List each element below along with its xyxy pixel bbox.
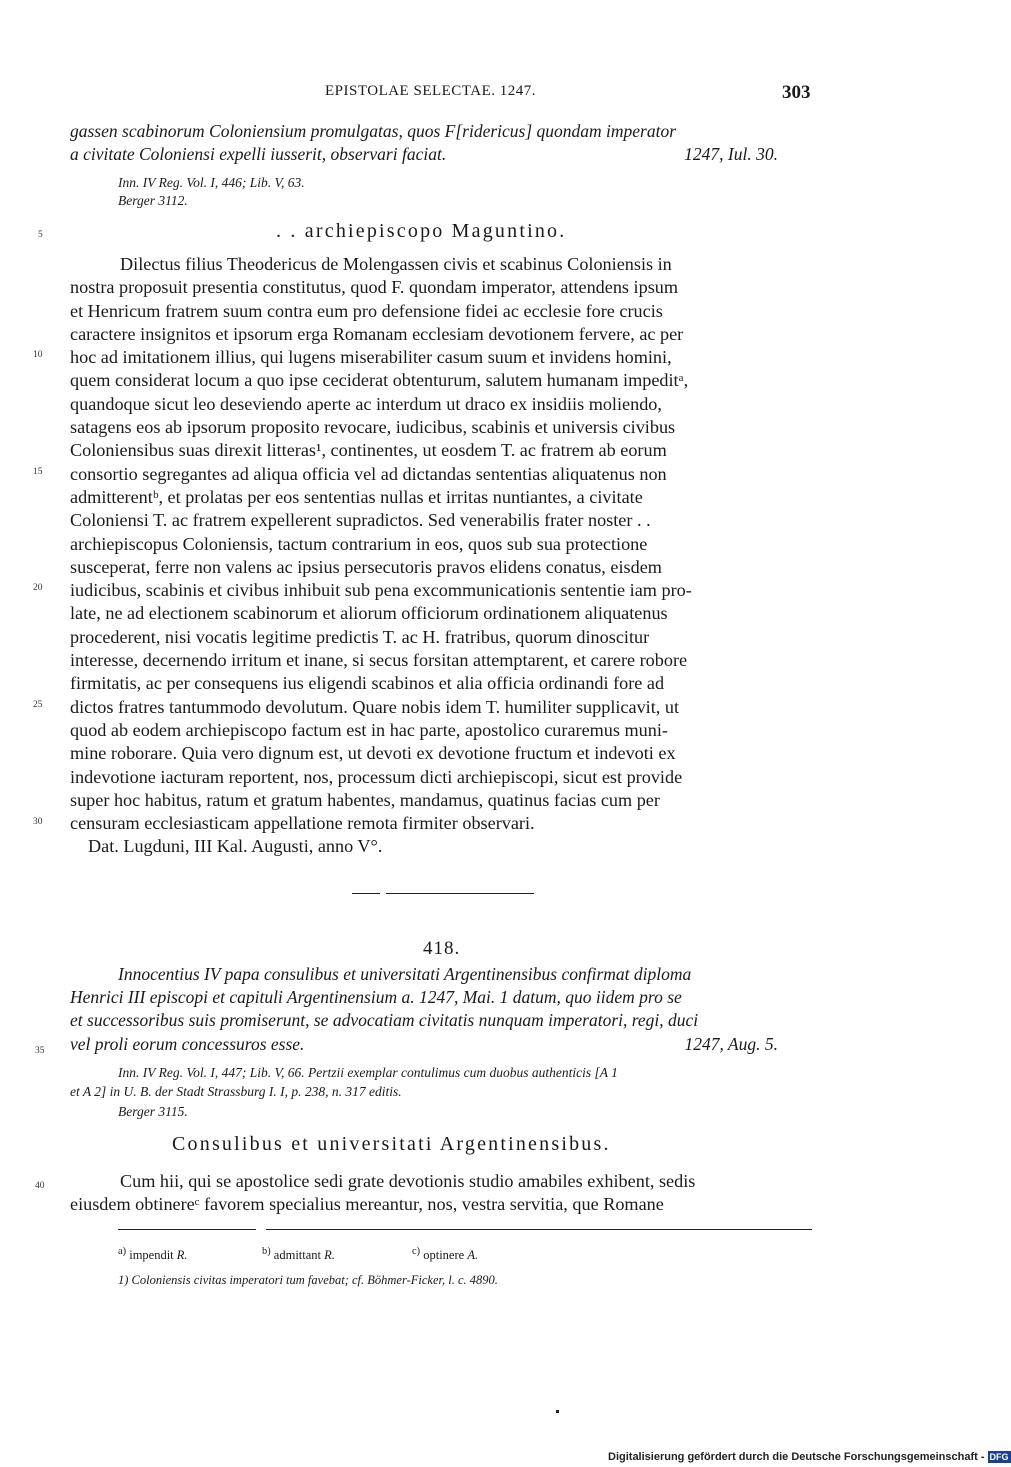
body-line: admitterentᵇ, et prolatas per eos sententias nullas et irritas nuntiantes, a civitate	[70, 486, 643, 507]
body-line: caractere insignitos et ipsorum erga Romanam ecclesiam devotionem fervere, ac per	[70, 323, 684, 344]
footnote-1: 1) Coloniensis civitas imperatori tum favebat; cf. Böhmer-Ficker, l. c. 4890.	[118, 1273, 498, 1287]
margin-line-number: 25	[33, 700, 43, 710]
variant-text: optinere	[423, 1248, 465, 1263]
variant-source: R.	[324, 1248, 335, 1263]
body-line: iudicibus, scabinis et civibus inhibuit sub pena excommunicationis sententie iam pro-	[70, 580, 692, 601]
footnote-rule-long	[266, 1229, 812, 1230]
separator-rule-long	[386, 893, 534, 894]
summary-line-2: Henrici III episcopi et capituli Argentinensium a. 1247, Mai. 1 datum, quo iidem pro se	[70, 987, 682, 1007]
separator-rule-short	[352, 893, 380, 894]
body-line: late, ne ad electionem scabinorum et aliorum officiorum ordinationem aliquatenus	[70, 603, 668, 624]
footnote-variant-a	[118, 1246, 188, 1263]
body-line: super hoc habitus, ratum et gratum habentes, mandamus, quatinus facias cum per	[70, 789, 660, 810]
margin-line-number: 20	[33, 583, 43, 593]
summary-line-3: et successoribus suis promiserunt, se advocatiam civitatis nunquam imperatori, regi, duci	[70, 1010, 699, 1030]
margin-line-number: 40	[35, 1181, 45, 1191]
footnote-mark: b)	[262, 1246, 271, 1257]
margin-line-number: 5	[38, 230, 43, 240]
prev-letter-body	[70, 253, 812, 859]
body-line: firmitatis, ac per consequens ius eligendi scabinos et alia officia ordinandi fore ad	[70, 673, 665, 694]
body-line: quem considerat locum a quo ipse ceciderat obtenturum, salutem humanam impeditᵃ,	[70, 370, 689, 391]
variant-source: A.	[467, 1248, 479, 1263]
footnote-rule-short	[118, 1229, 256, 1230]
body-line: hoc ad imitationem illius, qui lugens miserabiliter casum suum et invidens homini,	[70, 347, 672, 368]
credit-text: Digitalisierung gefördert durch die Deutsche Forschungsgemeinschaft -	[608, 1451, 985, 1463]
margin-line-number: 10	[33, 350, 43, 360]
body-line: et Henricum fratrem suum contra eum pro defensione fidei ac ecclesie fore crucis	[70, 300, 663, 321]
variant-text: impendit	[129, 1248, 174, 1263]
ref-register: Inn. IV Reg. Vol. I, 447; Lib. V, 66. Pertzii exemplar contulimus cum duobus authenticis [A 1	[118, 1065, 618, 1080]
body-line: censuram ecclesiasticam appellatione remota firmiter observari.	[70, 813, 535, 834]
footnote-variant-c	[412, 1246, 478, 1263]
prev-ref-berger: Berger 3112.	[118, 193, 188, 208]
prev-address: . . archiepiscopo Maguntino.	[276, 220, 567, 242]
body-line: interesse, decernendo irritum et inane, si secus forsitan attemptarent, et carere robore	[70, 650, 688, 671]
body-line: indevotione iacturam reportent, nos, processum dicti archiepiscopi, sicut est provide	[70, 766, 683, 787]
letter-number: 418.	[423, 938, 461, 959]
running-title: EPISTOLAE SELECTAE. 1247.	[325, 83, 537, 99]
letter-date: 1247, Aug. 5.	[684, 1034, 778, 1054]
prev-summary-line-2	[70, 144, 778, 165]
margin-line-number: 15	[33, 467, 43, 477]
margin-line-number: 30	[33, 817, 43, 827]
letter-body	[70, 1170, 812, 1217]
footnote-mark: c)	[412, 1246, 421, 1257]
footnote-variant-b	[262, 1246, 335, 1263]
footnote-mark: a)	[118, 1246, 127, 1257]
body-line: Dilectus filius Theodericus de Molengassen civis et scabinus Coloniensis in	[120, 254, 672, 274]
body-line: Cum hii, qui se apostolice sedi grate devotionis studio amabiles exhibent, sedis	[120, 1171, 696, 1191]
body-line: archiepiscopus Coloniensis, tactum contrarium in eos, quos sub sua protectione	[70, 533, 648, 554]
ref-edition: et A 2] in U. B. der Stadt Strassburg I. I, p. 238, n. 317 editis.	[70, 1084, 402, 1099]
ref-berger: Berger 3115.	[118, 1104, 188, 1119]
body-line: satagens eos ab ipsorum proposito revocare, iudicibus, scabinis et universis civibus	[70, 417, 676, 438]
dating-line: Dat. Lugduni, III Kal. Augusti, anno V°.	[88, 836, 383, 857]
body-line: quandoque sicut leo deseviendo aperte ac interdum ut draco ex insidiis moliendo,	[70, 393, 662, 414]
body-line: dictos fratres tantummodo devolutum. Quare nobis idem T. humiliter supplicavit, ut	[70, 696, 680, 717]
dfg-logo: DFG	[989, 1452, 1009, 1462]
prev-summary-text: a civitate Coloniensi expelli iusserit, observari faciat.	[70, 144, 447, 164]
summary-line-4	[70, 1034, 778, 1055]
body-line: procederent, nisi vocatis legitime predictis T. ac H. fratribus, quorum dinoscitur	[70, 626, 650, 647]
variant-source: R.	[176, 1248, 188, 1263]
body-line: susceperat, ferre non valens ac ipsius persecutoris pravos elidens conatus, eisdem	[70, 556, 662, 577]
body-line: consortio segregantes ad aliqua officia vel ad dictandas sententias aliquatenus non	[70, 463, 667, 484]
prev-letter-date: 1247, Iul. 30.	[684, 144, 778, 164]
body-line: Coloniensi T. ac fratrem expellerent supradictos. Sed venerabilis frater noster . .	[70, 510, 651, 531]
body-line: quod ab eodem archiepiscopo factum est in hac parte, apostolico curaremus muni-	[70, 719, 668, 740]
digitization-credit	[608, 1451, 1011, 1463]
margin-line-number: 35	[35, 1046, 45, 1056]
body-line: mine roborare. Quia vero dignum est, ut devoti ex devotione fructum et indevoti ex	[70, 743, 676, 764]
body-line: Coloniensibus suas direxit litteras¹, continentes, ut eosdem T. ac fratrem ab eorum	[70, 440, 667, 461]
stray-dot	[556, 1410, 559, 1413]
summary-text: vel proli eorum concessuros esse.	[70, 1034, 305, 1054]
summary-line-1: Innocentius IV papa consulibus et universitati Argentinensibus confirmat diploma	[118, 964, 692, 984]
prev-summary-line-1: gassen scabinorum Coloniensium promulgatas, quos F[ridericus] quondam imperator	[70, 121, 677, 141]
body-line: nostra proposuit presentia constitutus, quod F. quondam imperator, attendens ipsum	[70, 277, 679, 298]
body-line: eiusdem obtinereᶜ favorem specialius mereantur, nos, vestra servitia, que Romane	[70, 1194, 664, 1215]
address: Consulibus et universitati Argentinensibus.	[172, 1133, 611, 1155]
prev-ref-register: Inn. IV Reg. Vol. I, 446; Lib. V, 63.	[118, 175, 305, 190]
page-number: 303	[782, 82, 811, 103]
variant-text: admittant	[273, 1248, 322, 1263]
